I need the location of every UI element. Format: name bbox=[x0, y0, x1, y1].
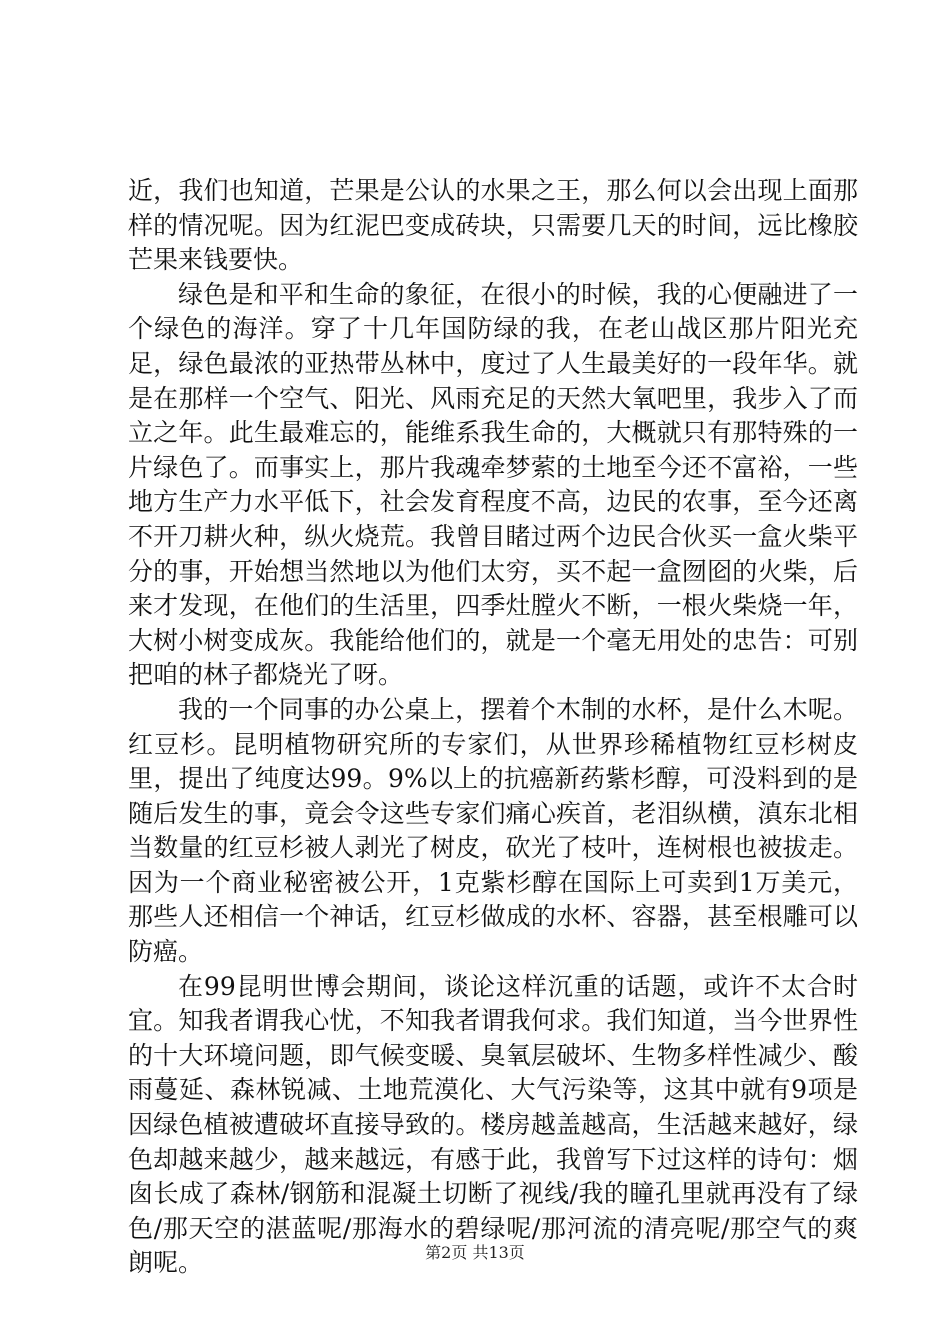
paragraph-continuation: 近，我们也知道，芒果是公认的水果之王，那么何以会出现上面那样的情况呢。因为红泥巴变成砖块，只需要几天的时间，远比橡胶芒果来钱要快。 bbox=[128, 176, 858, 275]
paragraph-expo-environment: 在99昆明世博会期间，谈论这样沉重的话题，或许不太合时宜。知我者谓我心忧，不知我者谓我何求。我们知道，当今世界性的十大环境问题，即气候变暖、臭氧层破坏、生物多样性减少、酸雨蔓延、森林锐减、土地荒漠化、大气污染等，这其中就有9项是因绿色植被遭破坏直接导致的。楼房越盖越高，生活越来越好，绿色却越来越少，越来越远，有感于此，我曾写下过这样的诗句：烟囱长成了森林/钢筋和混凝土切断了视线/我的瞳孔里就再没有了绿色/那天空的湛蓝呢/那海水的碧绿呢/那河流的清亮呢/那空气的爽朗呢。 bbox=[128, 971, 858, 1278]
paragraph-green-memories: 绿色是和平和生命的象征，在很小的时候，我的心便融进了一个绿色的海洋。穿了十几年国防绿的我，在老山战区那片阳光充足，绿色最浓的亚热带丛林中，度过了人生最美好的一段年华。就是在那样一个空气、阳光、风雨充足的天然大氧吧里，我步入了而立之年。此生最难忘的，能维系我生命的，大概就只有那特殊的一片绿色了。而事实上，那片我魂牵梦萦的土地至今还不富裕，一些地方生产力水平低下，社会发育程度不高，边民的农事，至今还离不开刀耕火种，纵火烧荒。我曾目睹过两个边民合伙买一盒火柴平分的事，开始想当然地以为他们太穷，买不起一盒囫囵的火柴，后来才发现，在他们的生活里，四季灶膛火不断，一根火柴烧一年，大树小树变成灰。我能给他们的，就是一个毫无用处的忠告：可别把咱的林子都烧光了呀。 bbox=[128, 279, 858, 690]
paragraph-yew-cup: 我的一个同事的办公桌上，摆着个木制的水杯，是什么木呢。红豆杉。昆明植物研究所的专家们，从世界珍稀植物红豆杉树皮里，提出了纯度达99。9%以上的抗癌新药紫杉醇，可没料到的是随后发生的事，竟会令这些专家们痛心疾首，老泪纵横，滇东北相当数量的红豆杉被人剥光了树皮，砍光了枝叶，连树根也被拔走。因为一个商业秘密被公开，1克紫杉醇在国际上可卖到1万美元，那些人还相信一个神话，红豆杉做成的水杯、容器，甚至根雕可以防癌。 bbox=[128, 694, 858, 967]
page-number-footer: 第2页 共13页 bbox=[425, 1243, 525, 1262]
document-body bbox=[128, 174, 858, 1281]
